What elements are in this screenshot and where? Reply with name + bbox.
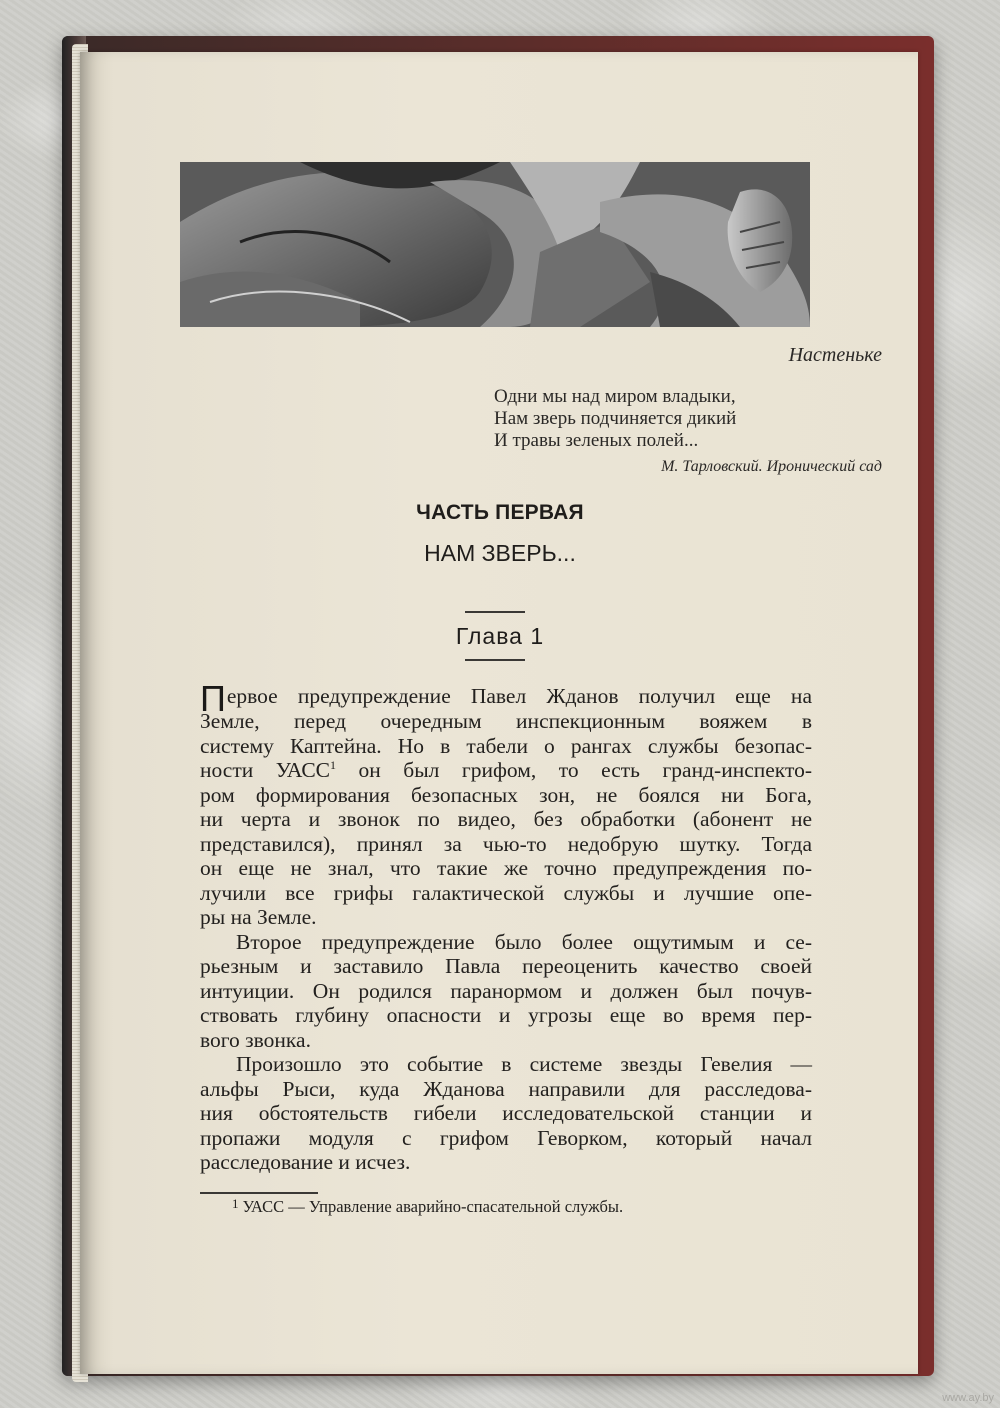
body-line: рьезным и заставило Павла переоценить качество своей [200, 954, 812, 978]
poem-line: Одни мы над миром владыки, [494, 386, 736, 407]
body-line: Земле, перед очередным инспекционным вояжем в [200, 709, 812, 733]
body-line: Второе предупреждение было более ощутимым и се- [236, 929, 812, 954]
body-line: ни черта и звонок по видео, без обработки (абонент не [200, 807, 812, 831]
body-line: пропажи модуля с грифом Геворком, который начал [200, 1125, 812, 1150]
body-line [200, 678, 812, 719]
dedication: Настеньке [788, 344, 882, 366]
body-line: ром формирования безопасных зон, не боялся ни Бога, [200, 782, 812, 807]
chapter-title: Глава 1 [455, 623, 545, 649]
chapter-illustration [180, 162, 810, 327]
body-line-text: он был грифом, то есть гранд-инспекто- [336, 758, 812, 782]
epigraph-attribution: М. Тарловский. Иронический сад [661, 458, 882, 475]
body-line: ния обстоятельств гибели исследовательской станции и [200, 1101, 812, 1125]
body-line: лучили все грифы галактической службы и лучшие опе- [200, 880, 812, 905]
footnote [232, 1196, 623, 1217]
body-line: интуиции. Он родился паранормом и должен был почув- [200, 978, 812, 1003]
body-line: расследование и исчез. [200, 1150, 411, 1174]
chapter-rule-top [465, 611, 525, 613]
body-line: представился), принял за чью-то недобрую шутку. Тогда [200, 831, 812, 856]
footnote-text: УАСС — Управление аварийно-спасательной службы. [242, 1197, 624, 1216]
body-line: систему Каптейна. Но в табели о рангах службы безопас- [200, 733, 812, 758]
body-line: он еще не знал, что такие же точно предупреждения по- [200, 856, 812, 880]
part-subtitle: НАМ ЗВЕРЬ... [424, 540, 576, 566]
footnote-rule [200, 1192, 318, 1194]
body-line: ры на Земле. [200, 905, 317, 929]
body-line-text: ности УАСС [200, 758, 331, 782]
body-line-text: ервое предупреждение Павел Жданов получил еще на [226, 684, 812, 708]
body-line [200, 758, 812, 783]
body-line: Произошло это событие в системе звезды Гевелия — [236, 1052, 812, 1076]
drop-cap: П [200, 678, 226, 719]
footnote-marker: 1 [330, 758, 337, 772]
illustration-art [180, 162, 810, 327]
body-line: ствовать глубину опасности и угрозы еще во время пер- [200, 1003, 812, 1027]
body-line: вого звонка. [200, 1027, 311, 1052]
chapter-body [200, 678, 812, 1175]
chapter-rule-bottom [465, 659, 525, 661]
part-title: ЧАСТЬ ПЕРВАЯ [416, 501, 584, 524]
watermark: www.ay.by [942, 1392, 994, 1404]
poem-line: И травы зеленых полей... [494, 430, 699, 451]
poem-line: Нам зверь подчиняется дикий [494, 408, 737, 429]
body-line: альфы Рыси, куда Жданова направили для расследова- [200, 1076, 812, 1101]
footnote-number: 1 [232, 1196, 239, 1211]
epigraph-poem [494, 386, 736, 452]
